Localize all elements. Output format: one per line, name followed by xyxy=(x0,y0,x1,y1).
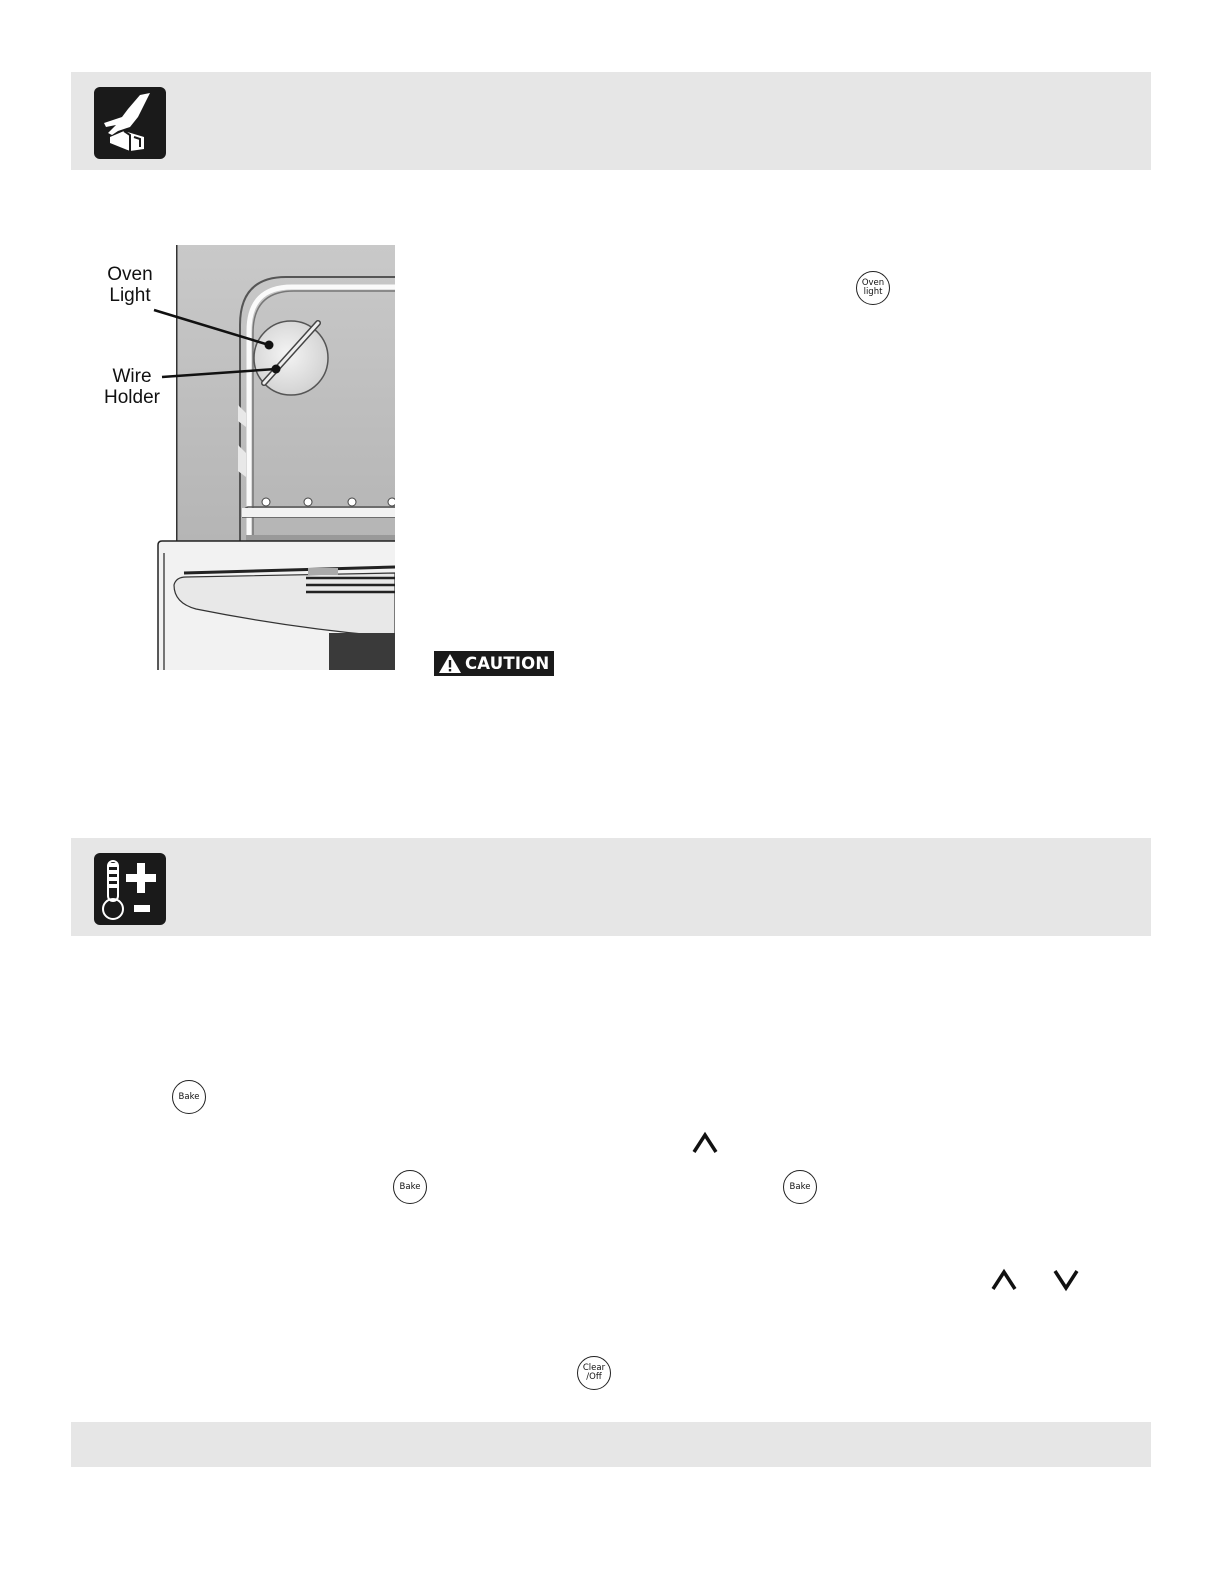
caution-label xyxy=(434,651,554,676)
wire-holder-callout-label xyxy=(98,366,166,408)
bake-key: Bake xyxy=(783,1170,817,1204)
clear-off-key: Clear /Off xyxy=(577,1356,611,1390)
bake-key: Bake xyxy=(172,1080,206,1114)
wire-holder-callout-text: Wire Holder xyxy=(104,366,160,408)
oven-light-key: Oven light xyxy=(856,271,890,305)
oven-light-callout-text: Oven Light xyxy=(107,264,153,306)
chevron-down-icon xyxy=(1051,1265,1081,1295)
oven-light-callout-label xyxy=(100,264,160,306)
header-band-oven-light xyxy=(71,72,1151,170)
thermometer-plus-minus-icon xyxy=(94,853,166,925)
warning-triangle-icon xyxy=(438,653,462,674)
hand-lifting-tray-icon xyxy=(94,87,166,159)
bake-key: Bake xyxy=(393,1170,427,1204)
oven-interior-illustration xyxy=(96,245,395,670)
chevron-up-icon xyxy=(989,1265,1019,1295)
chevron-up-icon xyxy=(690,1128,720,1158)
caution-text: CAUTION xyxy=(465,654,550,673)
header-band-temperature-adjustment xyxy=(71,838,1151,936)
footer-band xyxy=(71,1422,1151,1467)
